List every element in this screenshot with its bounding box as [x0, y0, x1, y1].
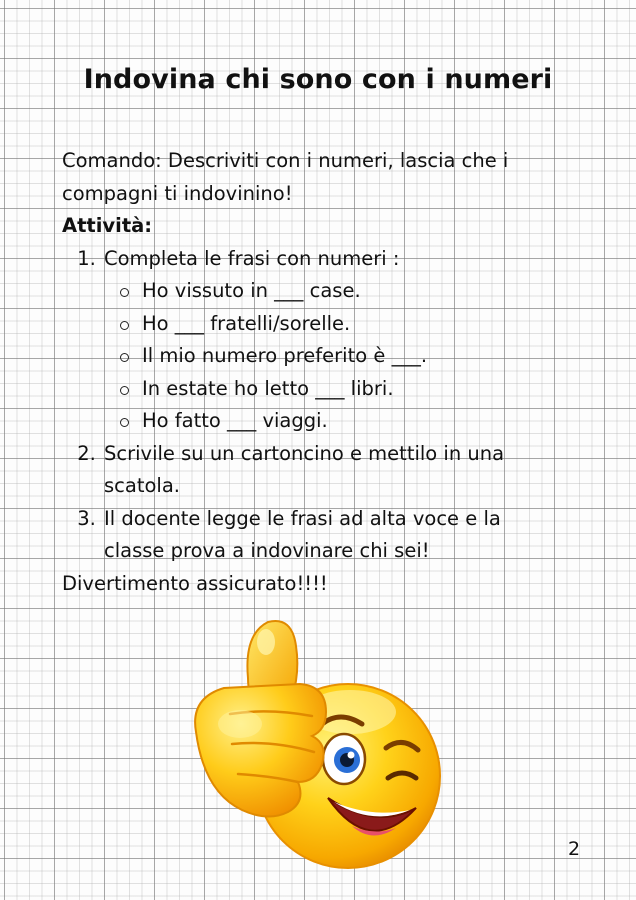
step-text: Il docente legge le frasi ad alta voce e la classe prova a indovinare chi sei! — [104, 506, 501, 562]
step-item — [102, 243, 562, 438]
attivita-heading: Attività: — [62, 214, 153, 237]
fill-in-item: Ho fatto ___ viaggi. — [142, 405, 562, 438]
thumbs-up-wink-emoji-icon — [180, 612, 450, 882]
page-number: 2 — [568, 838, 581, 860]
fill-in-list — [104, 275, 562, 438]
step-item — [102, 503, 562, 568]
worksheet-body — [62, 145, 562, 600]
fill-in-item: In estate ho letto ___ libri. — [142, 373, 562, 406]
fill-in-item: Il mio numero preferito è ___. — [142, 340, 562, 373]
closing-text: Divertimento assicurato!!!! — [62, 571, 328, 595]
page-title: Indovina chi sono con i numeri — [83, 64, 553, 95]
activity-steps — [62, 243, 562, 568]
step-text: Completa le frasi con numeri : — [104, 246, 400, 270]
step-text: Scrivile su un cartoncino e mettilo in una scatola. — [104, 441, 505, 497]
fill-in-item: Ho ___ fratelli/sorelle. — [142, 308, 562, 341]
step-item — [102, 438, 562, 503]
comando-text: Comando: Descriviti con i numeri, lascia che i compagni ti indovinino! — [62, 149, 509, 205]
fill-in-item: Ho vissuto in ___ case. — [142, 275, 562, 308]
